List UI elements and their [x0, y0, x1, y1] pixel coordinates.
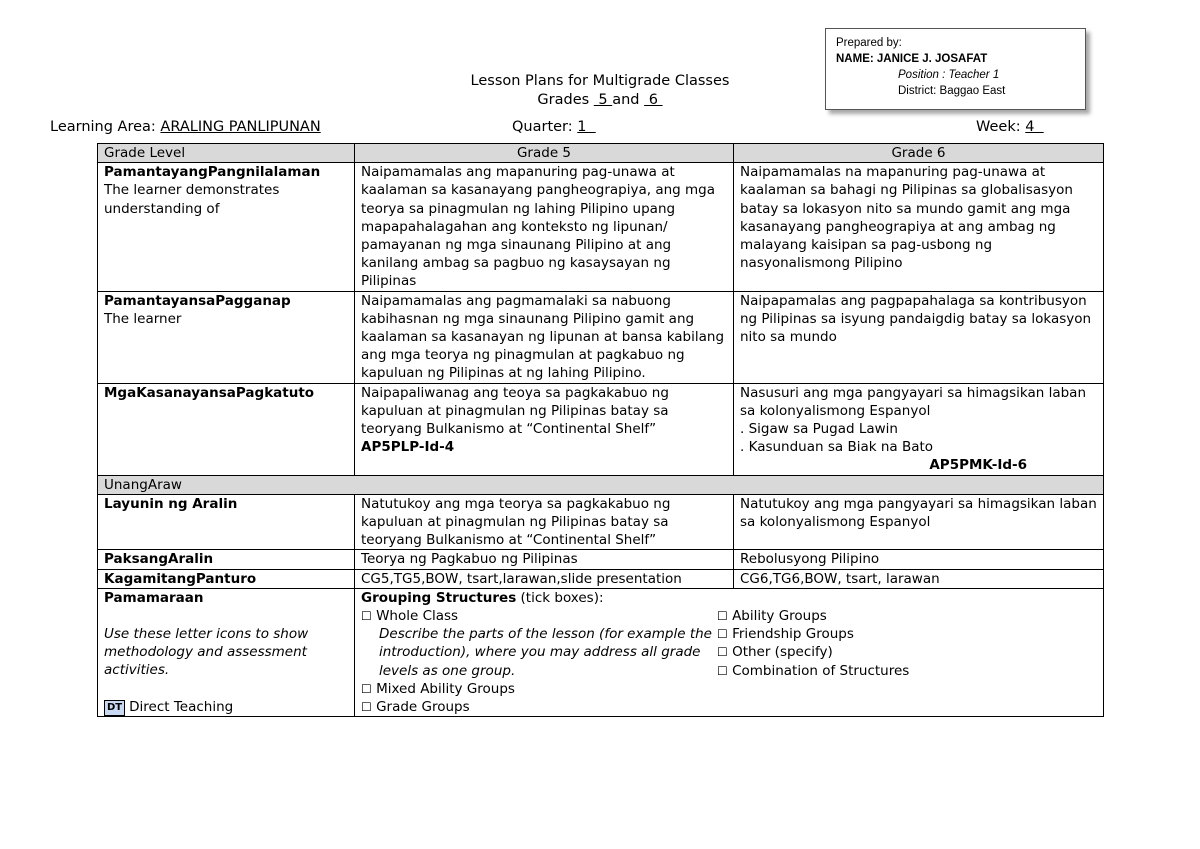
- grouping-title: Grouping Structures: [361, 589, 517, 606]
- grade5-cell: Naipamamalas ang mapanuring pag-unawa at kaalaman sa kasanayang pangheograpiya, ang mga teorya sa pinagmulan ng lahing Pilipino upang mapapahalagahan ang konteksto ng lipunan/ pamayanan ng mga sinaunang Pilipino at ang kanilang ambag sa pagbuo ng kasaysayan ng Pilipinas: [355, 163, 734, 291]
- option-whole-class[interactable]: [361, 607, 717, 625]
- table-row: [98, 494, 1104, 550]
- quarter: [512, 118, 596, 137]
- prepared-by-name: NAME: JANICE J. JOSAFAT: [836, 53, 988, 65]
- quarter-value: 1: [577, 119, 596, 135]
- option-label: Combination of Structures: [732, 662, 910, 679]
- grade5-cell: Naipapaliwanag ang teoya sa pagkakabuo ng kapuluan at pinagmulan ng Pilipinas batay sa teoryang Bulkanismo at “Continental Shelf”: [361, 384, 669, 438]
- row-label: Pamamaraan: [104, 589, 204, 606]
- grouping-options: [361, 607, 1097, 716]
- option-grade-groups[interactable]: [361, 698, 717, 716]
- document-title: Lesson Plans for Multigrade Classes: [470, 73, 730, 89]
- grade5-cell: Teorya ng Pagkabuo ng Pilipinas: [355, 550, 734, 569]
- table-header-row: [98, 144, 1104, 163]
- header-grade-level: Grade Level: [98, 144, 355, 163]
- grade6-cell: Rebolusyong Pilipino: [734, 550, 1104, 569]
- option-mixed-ability[interactable]: [361, 680, 717, 698]
- row-label: PamantayangPangnilalaman: [104, 164, 321, 181]
- table-row: [98, 588, 1104, 716]
- learning-area-value: ARALING PANLIPUNAN: [160, 119, 321, 135]
- competency-code-g5: AP5PLP-Id-4: [361, 439, 455, 456]
- week: [976, 118, 1044, 137]
- checkbox-icon[interactable]: ☐: [717, 609, 728, 624]
- option-label: Friendship Groups: [732, 626, 854, 643]
- table-row: [98, 569, 1104, 588]
- option-label: Ability Groups: [732, 608, 827, 625]
- table-row: [98, 383, 1104, 475]
- week-label: Week:: [976, 119, 1026, 135]
- direct-teaching-icon: DT: [104, 700, 125, 716]
- table-row: [98, 291, 1104, 383]
- checkbox-icon[interactable]: ☐: [361, 700, 372, 715]
- checkbox-icon[interactable]: ☐: [361, 609, 372, 624]
- table-row: [98, 550, 1104, 569]
- prepared-by-district: District: Baggao East: [898, 85, 1006, 97]
- checkbox-icon[interactable]: ☐: [717, 645, 728, 660]
- grade6-item: . Sigaw sa Pugad Lawin: [740, 421, 898, 438]
- section-label: UnangAraw: [98, 475, 1104, 494]
- week-value: 4: [1025, 119, 1044, 135]
- grade5-cell: Natutukoy ang mga teorya sa pagkakabuo ng kapuluan at pinagmulan ng Pilipinas batay sa teoryang Bulkanismo at “Continental Shelf”: [355, 494, 734, 550]
- grade6-cell: Natutukoy ang mga pangyayari sa himagsikan laban sa kolonyalismong Espanyol: [734, 494, 1104, 550]
- checkbox-icon[interactable]: ☐: [361, 681, 372, 696]
- option-label: Grade Groups: [376, 699, 470, 716]
- checkbox-icon[interactable]: ☐: [717, 663, 728, 678]
- table-row: [98, 163, 1104, 291]
- competency-code-g6: AP5PMK-Id-6: [929, 457, 1027, 474]
- direct-teaching-legend: [104, 698, 348, 716]
- grades-line: [0, 91, 1200, 110]
- grade6-item: . Kasunduan sa Biak na Bato: [740, 439, 934, 456]
- option-other[interactable]: [717, 643, 1097, 661]
- row-label: KagamitangPanturo: [98, 569, 355, 588]
- whole-class-description: Describe the parts of the lesson (for example the introduction), where you may address all grade levels as one group.: [379, 626, 712, 679]
- row-sublabel: The learner: [104, 310, 182, 327]
- grades-prefix: Grades: [537, 92, 594, 108]
- row-label: MgaKasanayansaPagkatuto: [104, 384, 315, 401]
- option-ability-groups[interactable]: [717, 607, 1097, 625]
- option-label: Mixed Ability Groups: [376, 680, 515, 697]
- option-friendship-groups[interactable]: [717, 625, 1097, 643]
- section-row-unang-araw: [98, 475, 1104, 494]
- row-sublabel: The learner demonstrates understanding of: [104, 182, 280, 217]
- option-label: Whole Class: [376, 608, 459, 625]
- grades-and: and: [612, 92, 645, 108]
- methodology-note: Use these letter icons to show methodology and assessment activities.: [104, 626, 309, 679]
- grade6-cell: Naipapamalas ang pagpapahalaga sa kontribusyon ng Pilipinas sa isyung pandaigdig batay sa lokasyon nito sa mundo: [734, 291, 1104, 383]
- prepared-by-label: Prepared by:: [836, 37, 902, 49]
- grouping-hint: (tick boxes):: [516, 589, 604, 606]
- lesson-plan-table: [97, 143, 1104, 717]
- row-label: Layunin ng Aralin: [98, 494, 355, 550]
- prepared-by-position: Position : Teacher 1: [898, 69, 1000, 81]
- grade5-cell: CG5,TG5,BOW, tsart,larawan,slide presentation: [355, 569, 734, 588]
- header-grade-6: Grade 6: [734, 144, 1104, 163]
- grade6-cell: Naipamamalas na mapanuring pag-unawa at kaalaman sa bahagi ng Pilipinas sa globalisasyon batay sa lokasyon nito sa mundo gamit ang mga kasanayang pangheograpiya at ang ambag ng malayang kaisipan sa pag-usbong ng nasyonalismong Pilipino: [734, 163, 1104, 291]
- learning-area: [50, 118, 321, 137]
- checkbox-icon[interactable]: ☐: [717, 627, 728, 642]
- grade6-cell: Nasusuri ang mga pangyayari sa himagsikan laban sa kolonyalismong Espanyol: [740, 384, 1087, 419]
- header-grade-5: Grade 5: [355, 144, 734, 163]
- row-label: PamantayansaPagganap: [104, 292, 291, 309]
- grade5-cell: Naipamamalas ang pagmamalaki sa nabuong kabihasnan ng mga sinaunang Pilipino gamit ang kaalaman sa kasanayan ng lipunan at bansa kabilang ang mga teorya ng pinagmulan at pagkabuo ng kapuluan ng Pilipinas at ng lahing Pilipino.: [355, 291, 734, 383]
- grade-b: 6: [644, 92, 663, 108]
- grade-a: 5: [593, 92, 613, 108]
- option-label: Other (specify): [732, 644, 833, 661]
- quarter-label: Quarter:: [512, 119, 578, 135]
- row-label: PaksangAralin: [98, 550, 355, 569]
- direct-teaching-label: Direct Teaching: [129, 698, 234, 715]
- grade6-cell: CG6,TG6,BOW, tsart, larawan: [734, 569, 1104, 588]
- learning-area-label: Learning Area:: [50, 119, 161, 135]
- option-combination[interactable]: [717, 662, 1097, 680]
